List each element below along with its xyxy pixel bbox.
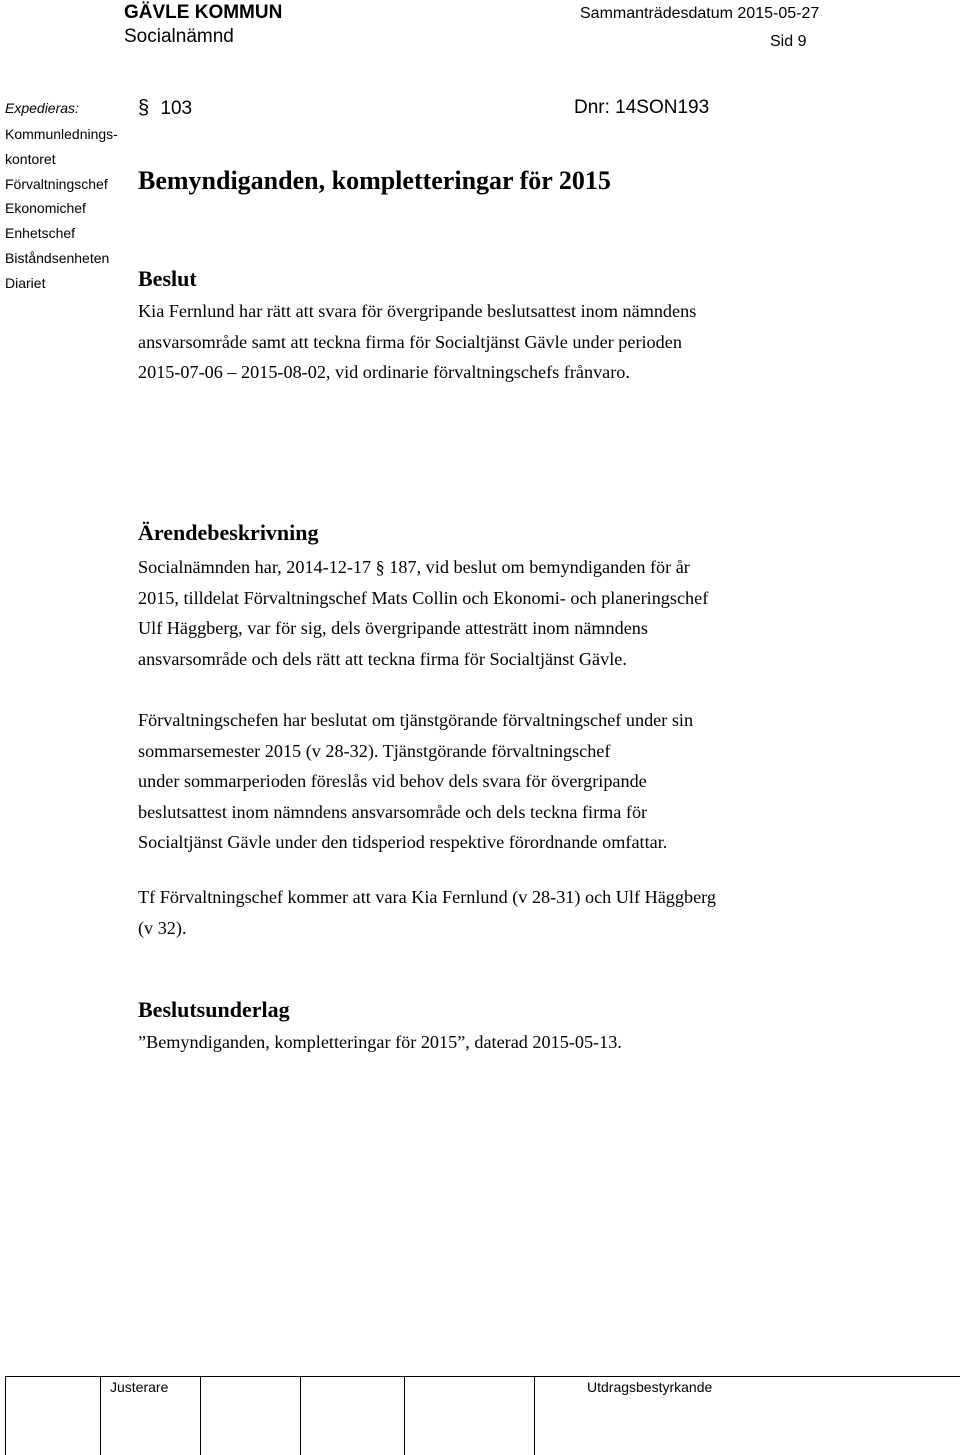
footer-divider	[404, 1376, 405, 1455]
footer-divider	[100, 1376, 101, 1455]
section-number	[138, 97, 192, 120]
beslut-heading: Beslut	[138, 266, 197, 291]
footer-divider	[534, 1376, 535, 1455]
text-line: Socialtjänst Gävle under den tidsperiod respektive förordnande omfattar.	[138, 832, 668, 853]
beslutsunderlag-text	[138, 1027, 818, 1058]
text-line: sommarsemester 2015 (v 28-32). Tjänstgörande förvaltningschef	[138, 740, 611, 761]
section-symbol: §	[138, 97, 150, 119]
distribution-list	[5, 122, 118, 296]
footer-divider	[300, 1376, 301, 1455]
distribution-item: Biståndsenheten	[5, 249, 110, 266]
utdragsbestyrkande-label: Utdragsbestyrkande	[587, 1379, 713, 1395]
footer-divider	[200, 1376, 201, 1455]
text-line: 2015-07-06 – 2015-08-02, vid ordinarie förvaltningschefs frånvaro.	[138, 362, 630, 383]
footer-top-rule	[5, 1376, 960, 1377]
beslutsunderlag-heading: Beslutsunderlag	[138, 997, 290, 1022]
beslut-text	[138, 296, 818, 388]
text-line: ”Bemyndiganden, kompletteringar för 2015”, daterad 2015-05-13.	[138, 1032, 622, 1052]
distribution-item: Diariet	[5, 274, 46, 291]
page-number: Sid 9	[770, 33, 807, 50]
distribution-item: Kommunlednings-	[5, 126, 118, 142]
page-title: Bemyndiganden, kompletteringar för 2015	[138, 166, 611, 195]
distribution-item: kontoret	[5, 150, 56, 167]
text-line: 2015, tilldelat Förvaltningschef Mats Collin och Ekonomi- och planeringschef	[138, 587, 709, 608]
meeting-date: Sammanträdesdatum 2015-05-27	[580, 5, 820, 22]
text-line: ansvarsområde samt att teckna firma för Socialtjänst Gävle under perioden	[138, 331, 682, 352]
distribution-label: Expedieras:	[5, 100, 79, 116]
text-line: Förvaltningschefen har beslutat om tjänstgörande förvaltningschef under sin	[138, 710, 694, 730]
arendebeskrivning-paragraph-1	[138, 552, 818, 674]
organization-name: GÄVLE KOMMUN	[124, 2, 283, 23]
distribution-item: Förvaltningschef	[5, 175, 108, 192]
text-line: Tf Förvaltningschef kommer att vara Kia Fernlund (v 28-31) och Ulf Häggberg	[138, 887, 716, 907]
arendebeskrivning-heading: Ärendebeskrivning	[138, 520, 319, 545]
text-line: under sommarperioden föreslås vid behov dels svara för övergripande	[138, 771, 647, 792]
distribution-item: Ekonomichef	[5, 200, 86, 217]
text-line: (v 32).	[138, 917, 187, 938]
department-name: Socialnämnd	[124, 26, 234, 47]
justerare-label: Justerare	[110, 1379, 169, 1395]
text-line: ansvarsområde och dels rätt att teckna firma för Socialtjänst Gävle.	[138, 648, 627, 669]
text-line: beslutsattest inom nämndens ansvarsområde och dels teckna firma för	[138, 801, 648, 822]
arendebeskrivning-paragraph-3	[138, 882, 818, 943]
distribution-item: Enhetschef	[5, 225, 76, 242]
arendebeskrivning-paragraph-2	[138, 705, 818, 858]
case-number: Dnr: 14SON193	[574, 97, 710, 118]
text-line: Ulf Häggberg, var för sig, dels övergripande attesträtt inom nämndens	[138, 618, 648, 639]
text-line: Kia Fernlund har rätt att svara för övergripande beslutsattest inom nämndens	[138, 301, 697, 321]
footer-divider	[5, 1376, 6, 1455]
text-line: Socialnämnden har, 2014-12-17 § 187, vid beslut om bemyndiganden för år	[138, 557, 690, 577]
section-number-value: 103	[160, 98, 193, 119]
